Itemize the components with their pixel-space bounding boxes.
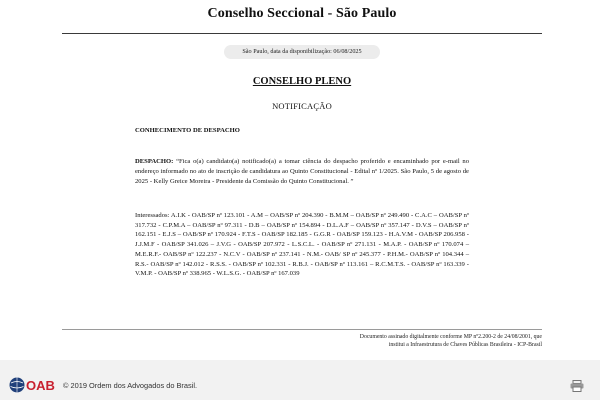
- header-divider: [62, 33, 542, 34]
- document-subject: CONHECIMENTO DE DESPACHO: [135, 127, 240, 134]
- logo-text: OAB: [26, 378, 55, 393]
- despacho-text: “Fica o(a) candidato(a) notificado(a) a tomar ciência do despacho proferido e encaminhado por e-mail no endereço informado no ato de inscrição de candidatura ao Quinto Constitucional - Edital nº 1/2025. São Paulo, 5 de agosto de 2025 - Kelly Greice Moreira - Presidente da Comissão do Quinto Constitucional. ”: [135, 158, 469, 185]
- interessados-paragraph: Interessados: A.I.K - OAB/SP nº 123.101 - A.M – OAB/SP nº 204.390 - B.M.M – OAB/SP nº 249.490 - C.A.C – OAB/SP nº 317.732 - C.P.M.A – OAB/SP nº 97.311 - D.B – OAB/SP nº 154.894 - D.L.A.F – OAB/SP nº 357.147 - D.V.S – OAB/SP nº 162.151 - E.J.S – OAB/SP nº 170.924 - F.T.S - OAB/SP 182.185 - G.G.R - OAB/SP 159.123 - H.A.V.M - OAB/SP 206.958 - J.J.M.F - OAB/SP 341.026 – J.V.G - OAB/SP 207.972 - L.S.C.L. - OAB/SP nº 271.131 - M.A.P. - OAB/SP nº 170.074 – M.E.R.F.- OAB/SP nº 122.237 - N.C.V - OAB/SP nº 237.141 - N.M.- OAB/ SP nº 245.377 - P.H.M.- OAB/SP nº 104.344 – R.S.- OAB/SP nº 142.012 - R.S.S. - OAB/SP nº 102.331 - R.B.J. - OAB/SP nº 113.161 – R.C.M.T.S. - OAB/SP nº 163.339 - V.M.P. - OAB/SP nº 338.965 - W.L.S.G. - OAB/SP nº 167.039: [135, 212, 469, 278]
- printer-icon[interactable]: [570, 380, 584, 392]
- availability-date-badge: São Paulo, data da disponibilização: 06/08/2025: [224, 45, 380, 59]
- site-footer: [0, 360, 600, 400]
- signature-line-1: Documento assinado digitalmente conforme MP nº2.200-2 de 24/08/2001, que: [359, 334, 542, 340]
- document-type: NOTIFICAÇÃO: [272, 101, 332, 111]
- despacho-label: DESPACHO:: [135, 158, 174, 165]
- digital-signature-note: [262, 333, 542, 350]
- signature-line-2: institui a Infraestrutura de Chaves Públicas Brasileira - ICP-Brasil: [388, 342, 542, 349]
- page-title: Conselho Seccional - São Paulo: [207, 6, 397, 21]
- despacho-paragraph: [135, 157, 469, 186]
- copyright-text: © 2019 Ordem dos Advogados do Brasil.: [63, 381, 198, 390]
- footer-divider: [62, 329, 542, 330]
- oab-logo[interactable]: [9, 376, 57, 394]
- section-title: CONSELHO PLENO: [252, 76, 352, 87]
